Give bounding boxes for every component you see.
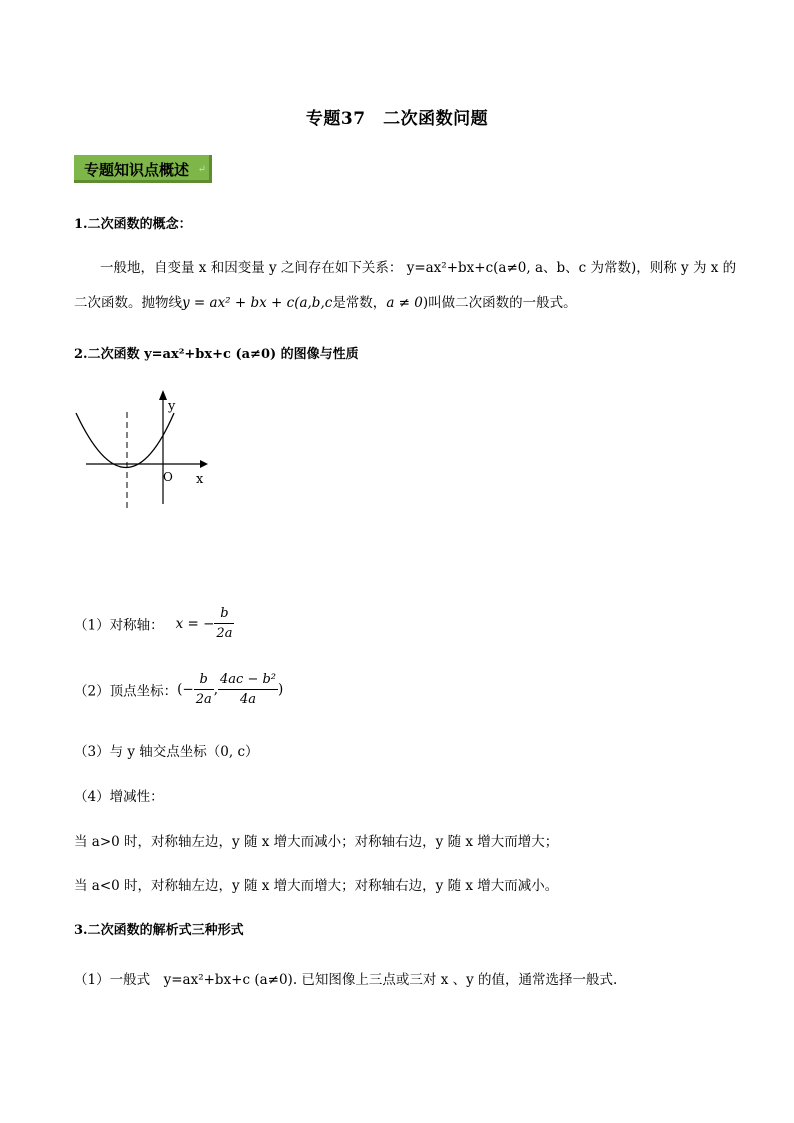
y-axis-label: y bbox=[168, 399, 176, 414]
return-mark-icon: ↵ bbox=[197, 164, 206, 175]
symmetry-axis-lhs: x = − bbox=[175, 615, 215, 632]
y-intercept-item: （3）与 y 轴交点坐标（0, c） bbox=[74, 744, 259, 760]
fraction-numerator: b bbox=[194, 670, 214, 690]
symmetry-axis-fraction bbox=[214, 604, 234, 643]
line-2-text-b: 是常数， bbox=[332, 295, 387, 311]
symmetry-axis-label: （1）对称轴： bbox=[74, 617, 164, 634]
vertex-open-paren: (− bbox=[177, 681, 194, 698]
fraction-denominator: 2a bbox=[216, 626, 233, 641]
monotonicity-a-negative: 当 a<0 时，对称轴左边，y 随 x 增大而增大；对称轴右边，y 随 x 增大而减小。 bbox=[74, 878, 559, 894]
x-axis-label: x bbox=[196, 472, 204, 487]
x-axis-arrow-icon bbox=[200, 460, 208, 468]
banner-label: 专题知识点概述 bbox=[84, 161, 190, 179]
fraction-numerator: 4ac − b² bbox=[218, 670, 278, 690]
fraction-denominator: 2a bbox=[195, 692, 212, 707]
vertex-y-fraction bbox=[218, 670, 278, 709]
parabola-graph bbox=[70, 388, 220, 514]
a-nonzero-condition: a ≠ 0 bbox=[386, 295, 423, 311]
origin-label: O bbox=[163, 470, 173, 484]
section-banner bbox=[74, 155, 212, 183]
vertex-item bbox=[74, 670, 283, 709]
section-3-heading: 3.二次函数的解析式三种形式 bbox=[74, 923, 244, 938]
vertex-label: （2）顶点坐标： bbox=[74, 683, 178, 700]
fraction-numerator: b bbox=[214, 604, 234, 624]
fraction-denominator: 4a bbox=[240, 692, 257, 707]
section-1-line-1: 一般地，自变量 x 和因变量 y 之间存在如下关系： y=ax²+bx+c(a≠0, a、b、c 为常数)，则称 y 为 x 的 bbox=[100, 260, 737, 276]
vertex-comma: , bbox=[213, 681, 219, 698]
parabola-curve bbox=[76, 413, 174, 468]
vertex-x-fraction bbox=[194, 670, 214, 709]
line-2-text-a: 二次函数。抛物线 bbox=[74, 295, 182, 311]
page-title: 专题37 二次函数问题 bbox=[305, 109, 489, 129]
vertex-close-paren: ) bbox=[278, 681, 284, 698]
y-axis-arrow-icon bbox=[159, 390, 167, 400]
general-form-formula: y = ax² + bx + c(a,b,c bbox=[182, 295, 333, 311]
line-2-text-c: )叫做二次函数的一般式。 bbox=[422, 295, 577, 311]
general-form-item: （1）一般式 y=ax²+bx+c (a≠0). 已知图像上三点或三对 x 、y 的值，通常选择一般式. bbox=[74, 972, 618, 988]
monotonicity-item: （4）增减性： bbox=[74, 789, 164, 805]
section-1-line-2 bbox=[74, 291, 577, 311]
symmetry-axis-item bbox=[74, 604, 234, 643]
section-2-heading: 2.二次函数 y=ax²+bx+c (a≠0) 的图像与性质 bbox=[74, 347, 359, 362]
monotonicity-a-positive: 当 a>0 时，对称轴左边，y 随 x 增大而减小；对称轴右边，y 随 x 增大而增大； bbox=[74, 834, 559, 850]
section-1-heading: 1.二次函数的概念： bbox=[74, 217, 192, 232]
